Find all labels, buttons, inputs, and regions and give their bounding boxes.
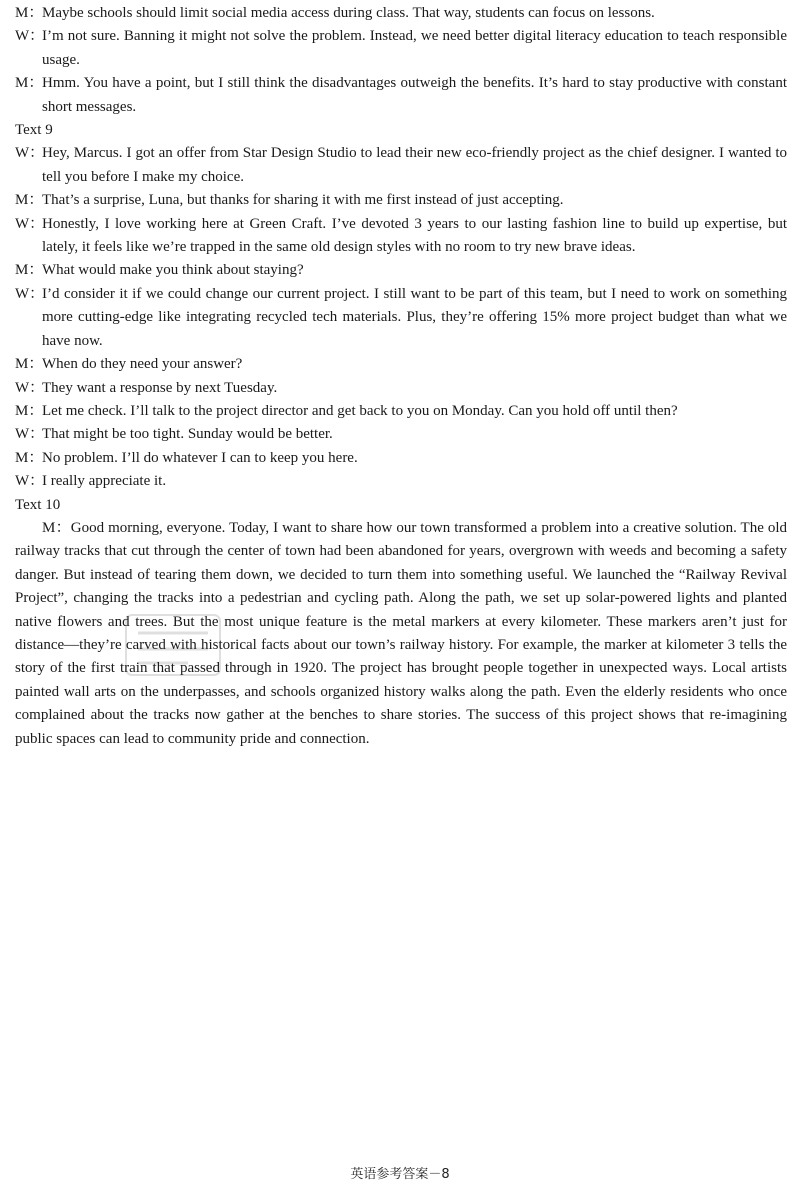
speaker-label: W： [15, 426, 45, 443]
dialogue-line [15, 142, 787, 189]
dialogue-line [15, 72, 787, 119]
dialogue-line [15, 25, 787, 72]
speaker-label: M： [15, 356, 44, 373]
speaker-label: M： [15, 75, 44, 92]
dialogue-line [15, 213, 787, 260]
speaker-label: W： [15, 28, 45, 45]
speaker-label: W： [15, 145, 45, 162]
dialogue-text: I’m not sure. Banning it might not solve the problem. Instead, we need better digital literacy education to teach responsible usage. [42, 28, 787, 68]
dialogue-text: When do they need your answer? [42, 356, 243, 373]
dialogue-line [15, 283, 787, 353]
dialogue-text: I’d consider it if we could change our current project. I still want to be part of this team, but I need to work on something more cutting-edge like integrating recycled tech materials. Plus, they’re offering 15% more project budget than what we have now. [42, 285, 787, 349]
dialogue-text: Let me check. I’ll talk to the project director and get back to you on Monday. Can you hold off until then? [42, 402, 678, 419]
dialogue-text: I really appreciate it. [42, 473, 167, 490]
dialogue-text: Honestly, I love working here at Green Craft. I’ve devoted 3 years to our lasting fashion line to build up expertise, but lately, it feels like we’re trapped in the same old design styles with no room to try new brave ideas. [42, 215, 787, 256]
dialogue-line [15, 353, 787, 376]
dialogue-line [15, 400, 787, 423]
dialogue-text: They want a response by next Tuesday. [42, 379, 278, 396]
monologue-paragraph: M：Good morning, everyone. Today, I want to share how our town transformed a problem into a creative solution. The old railway tracks that cut through the center of town had been abandoned for years, overgrown with weeds and becoming a safety danger. But instead of tearing them down, we decided to turn them into something useful. We launched the “Railway Revival Project”, changing the tracks into a pedestrian and cycling path. Along the path, we set up solar-powered lights and planted native flowers and trees. But the most unique feature is the metal markers at every kilometer. These markers aren’t just for distance—they’re carved with historical facts about our town’s railway history. For example, the marker at kilometer 3 tells the story of the first train that passed through in 1920. The project has brought people together in unexpected ways. Local artists painted wall arts on the underpasses, and schools organized history walks along the path. Even the elderly residents who once complained about the tracks now gather at the benches to share stories. The success of this project shows that re-imagining public spaces can lead to community pride and connection. [15, 519, 787, 747]
section-heading-text-10: Text 10 [15, 496, 61, 513]
dialogue-line [15, 189, 787, 212]
dialogue-line [15, 377, 787, 400]
speaker-label: M： [15, 192, 44, 209]
watermark-stamp [118, 605, 228, 685]
speaker-label: M： [15, 262, 44, 279]
dialogue-line [15, 2, 787, 25]
speaker-label: M： [15, 449, 44, 466]
dialogue-text: That might be too tight. Sunday would be better. [42, 426, 333, 443]
speaker-label: W： [15, 473, 45, 490]
dialogue-line [15, 470, 787, 493]
dialogue-text: Hmm. You have a point, but I still think the disadvantages outweigh the benefits. It’s hard to stay productive with constant short messages. [42, 75, 787, 115]
speaker-label: M： [15, 402, 44, 419]
page-footer: 英语参考答案－8 [350, 1167, 450, 1182]
speaker-label: W： [15, 379, 45, 396]
speaker-label: W： [15, 285, 45, 302]
dialogue-text: That’s a surprise, Luna, but thanks for sharing it with me first instead of just accepting. [42, 192, 564, 209]
speaker-label: W： [15, 215, 45, 232]
dialogue-text: What would make you think about staying? [42, 262, 304, 279]
speaker-label: M： [15, 5, 44, 21]
dialogue-line [15, 447, 787, 470]
dialogue-text: Maybe schools should limit social media access during class. That way, students can focus on lessons. [42, 5, 655, 21]
section-heading-text-9: Text 9 [15, 122, 53, 139]
dialogue-line [15, 423, 787, 446]
dialogue-text: No problem. I’ll do whatever I can to keep you here. [42, 449, 358, 466]
dialogue-line [15, 259, 787, 282]
dialogue-text: Hey, Marcus. I got an offer from Star Design Studio to lead their new eco-friendly project as the chief designer. I wanted to tell you before I make my choice. [42, 145, 787, 185]
